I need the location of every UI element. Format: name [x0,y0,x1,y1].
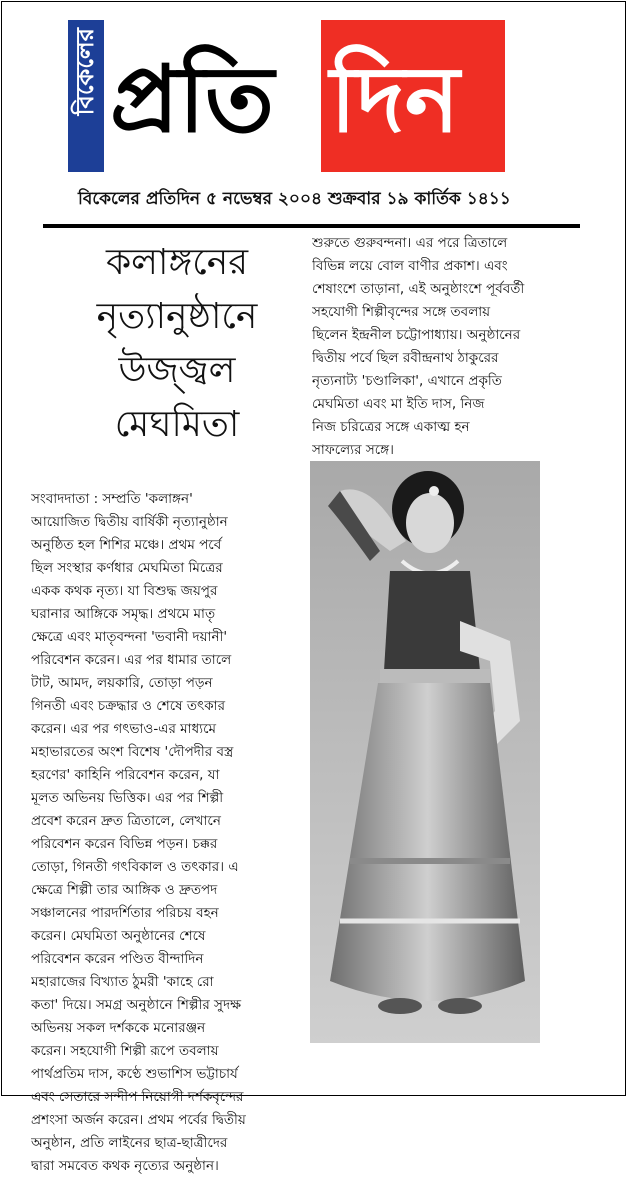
body-line: করেন। মেঘমিতা অনুষ্ঠানের শেষে [31,928,206,944]
body-line: টাট, আমদ, লয়কারি, তোড়া পড়ন [31,675,213,691]
body-line: অভিনয় সকল দর্শককে মনোরঞ্জন [31,1020,206,1036]
body-line: একক কথক নৃত্য। যা বিশুদ্ধ জয়পুর [31,583,218,599]
article-body-right [312,232,577,462]
article-body-left [31,488,307,1178]
body-line: সাফল্যের সঙ্গে। [312,442,394,458]
body-line: ক্ষেত্রে শিল্পী তার আঙ্গিক ও দ্রুতপদ [31,882,218,898]
headline-line-1: কলাঙ্গনের [105,242,249,283]
body-line: সংবাদদাতা : সম্প্রতি 'কলাঙ্গন' [31,491,193,507]
body-line: মেঘমিতা এবং মা ইতি দাস, নিজ [312,396,485,412]
body-line: দ্বিতীয় পর্বে ছিল রবীন্দ্রনাথ ঠাকুরের [312,350,499,366]
body-line: করেন। এর পর গৎভাও-এর মাধ্যমে [31,721,216,737]
body-line: মহারাজের বিখ্যাত ঠুমরী 'কাহে রো [31,974,214,990]
body-line: এবং সেতারে সন্দীপ নিয়োগী দর্শকবৃন্দের [31,1089,244,1105]
body-line: ক্ষেত্রে এবং মাতৃবন্দনা 'ভবানী দয়ানী' [31,629,228,645]
body-line: শুরুতে গুরুবন্দনা। এর পরে ত্রিতালে [312,235,508,251]
masthead [68,20,505,172]
body-line: পরিবেশন করেন বিভিন্ন পড়ন। চক্কর [31,836,218,852]
body-line: বিভিন্ন লয়ে বোল বাণীর প্রকাশ। এবং [312,258,508,274]
body-line: হরণের' কাহিনি পরিবেশন করেন, যা [31,767,220,783]
body-line: প্রবেশ করেন দ্রুত ত্রিতালে, লেখানে [31,813,221,829]
masthead-blue-strip [68,20,104,172]
body-line: প্রশংসা অর্জন করেন। প্রথম পর্বের দ্বিতীয় [31,1112,246,1128]
body-line: নৃত্যনাট্য 'চণ্ডালিকা', এখানে প্রকৃতি [312,373,502,389]
body-line: ছিলেন ইন্দ্রনীল চট্টোপাধ্যায়। অনুষ্ঠানের [312,327,521,343]
headline-line-4: মেঘমিতা [114,404,240,445]
dancer-photo [310,461,540,1043]
headline-line-2: নৃত্যানুষ্ঠানে [96,296,258,337]
body-line: মূলত অভিনয় ভিত্তিক। এর পর শিল্পী [31,790,224,806]
body-line: পরিবেশন করেন। এর পর ধামার তালে [31,652,232,668]
body-line: ঘরানার আঙ্গিকে সমৃদ্ধ। প্রথমে মাতৃ [31,606,216,622]
body-line: ছিল সংস্থার কর্ণধার মেঘমিতা মিত্রের [31,560,223,576]
body-line: পার্থপ্রতিম দাস, কণ্ঠে শুভাশিস ভট্টাচার্য [31,1066,238,1082]
body-line: মহাভারতের অংশ বিশেষ 'দৌপদীর বস্ত্র [31,744,234,760]
body-line: সহযোগী শিল্পীবৃন্দের সঙ্গে তবলায় [312,304,491,320]
headline [70,236,284,452]
masthead-brand-right: দিন [330,46,460,153]
body-line: সঞ্চালনের পারদর্শিতার পরিচয় বহন [31,905,219,921]
body-line: কতা' দিয়ে। সমগ্র অনুষ্ঠানে শিল্পীর সুদক্ষ [31,997,242,1013]
masthead-brand-left: প্রতি [110,46,275,153]
body-line: দ্বারা সমবেত কথক নৃত্যের অনুষ্ঠান। [31,1158,219,1174]
body-line: পরিবেশন করেন পণ্ডিত বীন্দাদিন [31,951,204,967]
body-line: করেন। সহযোগী শিল্পী রূপে তবলায় [31,1043,219,1059]
header-rule [43,224,580,228]
body-line: অনুষ্ঠিত হল শিশির মঞ্চে। প্রথম পর্বে [31,537,222,553]
body-line: তোড়া, গিনতী গৎবিকাল ও তৎকার। এ [31,859,239,875]
dancer-photo-illustration [310,461,540,1043]
body-line: অনুষ্ঠান, প্রতি লাইনের ছাত্র-ছাত্রীদের [31,1135,228,1151]
dateline: বিকেলের প্রতিদিন ৫ নভেম্বর ২০০৪ শুক্রবার ১৯ কার্তিক ১৪১১ [78,189,511,209]
body-line: নিজ চরিত্রের সঙ্গে একাত্ম হন [312,419,470,435]
body-line: শেষাংশে তাড়ানা, এই অনুষ্ঠাংশে পূর্ববর্তী [312,281,525,297]
masthead-side-text: বিকেলের [71,28,99,116]
headline-line-3: উজ্জ্বল [118,350,236,391]
body-line: গিনতী এবং চক্রদ্ধার ও শেষে তৎকার [31,698,226,714]
body-line: আয়োজিত দ্বিতীয় বার্ষিকী নৃত্যানুষ্ঠান [31,514,228,530]
